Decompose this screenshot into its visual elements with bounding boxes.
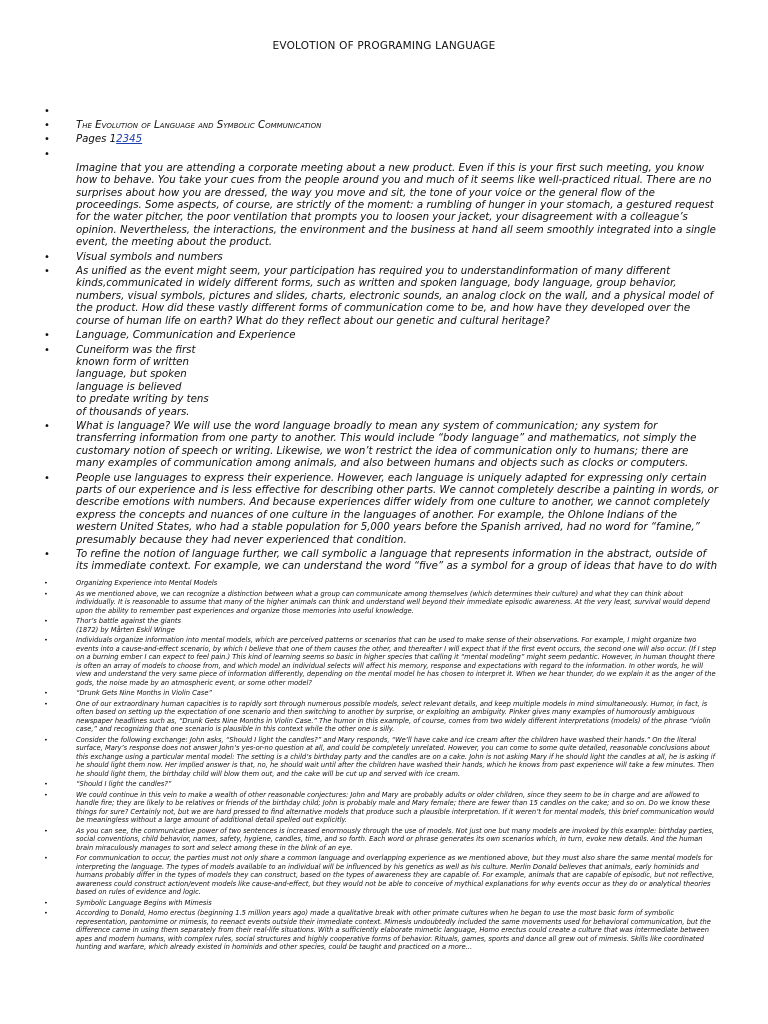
list-item-small [0, 736, 768, 779]
bullet: • [44, 689, 48, 697]
list-item-text: Consider the following exchange: John asks, “Should I light the candles?” and Mary responds, “We’ll have cake and ice cream after the children have washed their hands.” On the literal surface, Mary’s response does not answer John’s yes-or-no question at all, and could be completely unrelated. However, you can come to some quite detailed, reasonable conclusions about this exchange using a particular mental model: The setting is a child’s birthday party and the candles are on a cake. John is not asking Mary if he should light the candles at all, he is asking if he should light them now. Her implied answer is that, no, he should wait until after the children have washed their hands, which he knows from past experience will take a few minutes. Then he should light them, the birthday child will blow them out, and the cake will be cut up and served with ice cream. [76, 735, 716, 778]
pages-label: Pages [76, 134, 110, 146]
bullet: • [44, 148, 50, 160]
list-item-small [0, 579, 768, 588]
list-item-text: Organizing Experience into Mental Models [76, 579, 218, 587]
paragraph [0, 163, 768, 250]
list-item-text: Individuals organize information into mental models, which are perceived patterns or scenarios that can be used to make sense of their observations. For example, I might organize two events into a cause-and-effect scenario, by which I believe that one of them causes the other, and thereafter I will expect that if the first event occurs, the second one will also occur. (If I step on a burning ember I can expect to feel pain.) This kind of learning seems so basic in higher species that calling it “mental modeling” might seem pedantic. However, in human thought there is often an array of models to choose from, and which model an individual selects will affect his memory, response and expectations with regard to the information. In other words, he will view and understand the very same piece of information differently, depending on the mental model he has chosen to interpret it. When we hear thunder, do we explain it as the anger of the gods, the noise made by an atmospheric event, or some other model? [76, 636, 717, 687]
bullet: • [44, 780, 48, 788]
paragraph-text: Imagine that you are attending a corporate meeting about a new product. Even if this is your first such meeting, you know how to behave. You take your cues from the people around you and much of it seems like well-practiced ritual. There are no surprises about how you are dressed, the way you move and sit, the tone of your voice or the general flow of the proceedings. Some aspects, of course, are strictly of the moment: a rumbling of hunger in your stomach, a gestured request for the water pitcher, the poor ventilation that prompts you to loosen your jacket, your disagreement with a colleague’s opinion. Nevertheless, the interactions, the environment and the business at hand all seem smoothly integrated into a single event, the meeting about the product. [76, 162, 716, 249]
list-item-text: For communication to occur, the parties must not only share a common language and overlapping experience as we mentioned above, but they must also share the same mental models for interpreting the language. The types of models available to an individual will be influenced by his genetics as well as his culture. Merlin Donald believes that animals, early hominids and humans probably differ in the types of models they can construct, based on the types of awareness they are capable of. For example, animals that are capable of episodic, but not reflective, awareness could construct action/event models like cause-and-effect, but they would not be able to conceive of mythical explanations for why events occur as they do or analytical theories based on rules of evidence and logic. [76, 854, 715, 896]
image-caption: Cuneiform was the first known form of written language, but spoken language is believed to predate writing by tens of thousands of years. [76, 344, 209, 418]
list-item-text: As we mentioned above, we can recognize a distinction between what a group can communicate among themselves (which determines their culture) and what they can think about individually. It is reasonable to assume that many of the higher animals can think and understand well beyond their immediate episodic awareness. At the very least, survival would depend upon the ability to remember past experiences and organize those memories into useful knowledge. [76, 589, 710, 615]
list-item-text: We could continue in this vein to make a wealth of other reasonable conjectures: John and Mary are probably adults or older children, since they seem to be in charge and are allowed to handle fire; they are likely to be relatives or friends of the birthday child; John is probably male and Mary female; there are fewer than 15 candles on the cake; and so on. Do we know these things for sure? Certainly not, but we are hard pressed to find alternative models that produce such a plausible interpretation. If it weren’t for mental models, this brief communication would be meaningless without a large amount of additional detail spelled out explicitly. [76, 790, 714, 824]
bullet: • [44, 549, 50, 560]
bullet: • [44, 826, 48, 835]
caption-line: (1872) by Mårten Eskil Winge [76, 625, 175, 634]
list-item-text: Visual symbols and numbers [76, 251, 223, 263]
bullet: • [44, 636, 48, 644]
list-item-small [0, 636, 768, 687]
list-item-text: According to Donald, Homo erectus (beginning 1.5 million years ago) made a qualitative break with other primate cultures when he began to use the most basic form of symbolic representation, pantomime or mimesis, to reenact events outside their immediate context. Mimesis undoubtedly included the same movements used for behavioral communication, but the difference came in using them separately from their real-life situations. With a sufficiently elaborate mimetic language, Homo erectus could create a culture that was intermediate between apes and modern humans, with complex rules, social structures and highly cooperative forms of behavior. Rituals, games, sports and dance all grew out of mimesis. Skills like coordinated hunting and warfare, which already existed in hominids and other species, could be taught and practiced on a more... [76, 909, 711, 951]
list-item-small [0, 689, 768, 698]
list-item-small [0, 590, 768, 616]
list-item-small [0, 617, 768, 634]
bullet: • [44, 120, 50, 131]
bullet: • [44, 589, 48, 598]
bullet: • [44, 251, 50, 263]
bullet: • [44, 134, 50, 146]
bullet: • [44, 617, 48, 625]
list-item-small [0, 899, 768, 908]
list-item-text: Symbolic Language Begins with Mimesis [76, 898, 212, 907]
list-item-heading [0, 120, 768, 132]
bullet: • [44, 330, 50, 342]
list-item-text: To refine the notion of language further, we call symbolic a language that represents information in the abstract, outside of its immediate context. For example, we can understand the word “five” as a symbol for a group of ideas that have to do with [76, 549, 718, 573]
section-heading: The Evolution of Language and Symbolic Communication [76, 120, 322, 131]
list-item [0, 252, 768, 264]
list-item-empty [0, 149, 768, 161]
list-item-small [0, 854, 768, 897]
bullet: • [44, 344, 50, 356]
list-item-text: One of our extraordinary human capacities is to rapidly sort through numerous possible models, select relevant details, and keep multiple models in mind simultaneously. Humor, in fact, is often based on setting up the expectation of one scenario and then switching to another by surprise, or exploiting an ambiguity. Pinker gives many examples of humorously ambiguous newspaper headlines such as, “Drunk Gets Nine Months in Violin Case.” The humor in this example, of course, comes from two widely different interpretations (models) of the phrase “violin case,” and recognizing that one scenario is plausible in this context while the other one is silly. [76, 699, 711, 733]
bullet: • [44, 790, 48, 799]
list-item-text: What is language? We will use the word language broadly to mean any system of communication; any system for transferring information from one party to another. This would include “body language” and mathematics, not simply the customary notion of speech or writing. Likewise, we won’t restrict the idea of communication only to humans; there are many examples of communication among animals, and also between humans and objects such as clocks or computers. [76, 420, 697, 470]
list-item-small [0, 791, 768, 825]
caption-line: Thor’s battle against the giants [76, 617, 182, 625]
list-item-text: As unified as the event might seem, your participation has required you to understandinformation of many different kinds,communicated in widely different forms, such as written and spoken language, body language, group behavior, numbers, visual symbols, pictures and slides, charts, electronic sounds, an analog clock on the wall, and a physical model of the product. How did these vastly different forms of communication come to be, and how have they developed over the course of human life on earth? What do they reflect about our genetic and cultural heritage? [76, 266, 714, 327]
page-links[interactable]: 2345 [116, 134, 143, 146]
bullet: • [44, 472, 50, 484]
bullet: • [44, 854, 48, 862]
list-item [0, 473, 768, 547]
bullet: • [44, 106, 50, 117]
bullet: • [44, 699, 48, 708]
list-item [0, 421, 768, 471]
list-item-text: People use languages to express their experience. However, each language is uniquely adapted for expressing only certain parts of our experience and is less effective for describing other parts. We cannot completely describe a painting in words, or describe emotions with numbers. And because experiences differ widely from one culture to another, we cannot completely express the concepts and nuances of one culture in the languages of another. For example, the Ohlone Indians of the western United States, who had a stable population for 5,000 years before the Spanish arrived, had no word for “famine,” presumably because they had never experienced that condition. [76, 472, 719, 546]
bullet: • [44, 420, 50, 432]
list-item [0, 345, 768, 419]
list-item-text: “Drunk Gets Nine Months in Violin Case” [76, 689, 212, 697]
current-page: 1 [109, 134, 117, 146]
list-item [0, 266, 768, 328]
bullet: • [44, 266, 50, 278]
list-item-pages [0, 134, 768, 146]
document-title: EVOLOTION OF PROGRAMING LANGUAGE [272, 40, 496, 52]
bullet: • [44, 909, 48, 917]
list-item [0, 549, 768, 573]
list-item-text: As you can see, the communicative power of two sentences is increased enormously through the use of models. Not just one but many models are invoked by this example: birthday parties, social conventions, child behavior, names, safety, hygiene, candles, time, and so forth. Each word or phrase generates its own scenarios which, in turn, evoke new details. And the human brain miraculously manages to sort and select among these in the blink of an eye. [76, 826, 714, 852]
list-item-empty [0, 106, 768, 118]
list-item-text: “Should I light the candles?” [76, 780, 172, 788]
list-item-small [0, 780, 768, 789]
bullet: • [44, 579, 48, 587]
list-item-small [0, 909, 768, 952]
list-item [0, 330, 768, 342]
bullet: • [44, 735, 48, 744]
list-item-small [0, 700, 768, 734]
list-item-small [0, 827, 768, 853]
document-body [0, 106, 768, 954]
bullet: • [44, 898, 48, 907]
list-item-text: Language, Communication and Experience [76, 330, 296, 342]
